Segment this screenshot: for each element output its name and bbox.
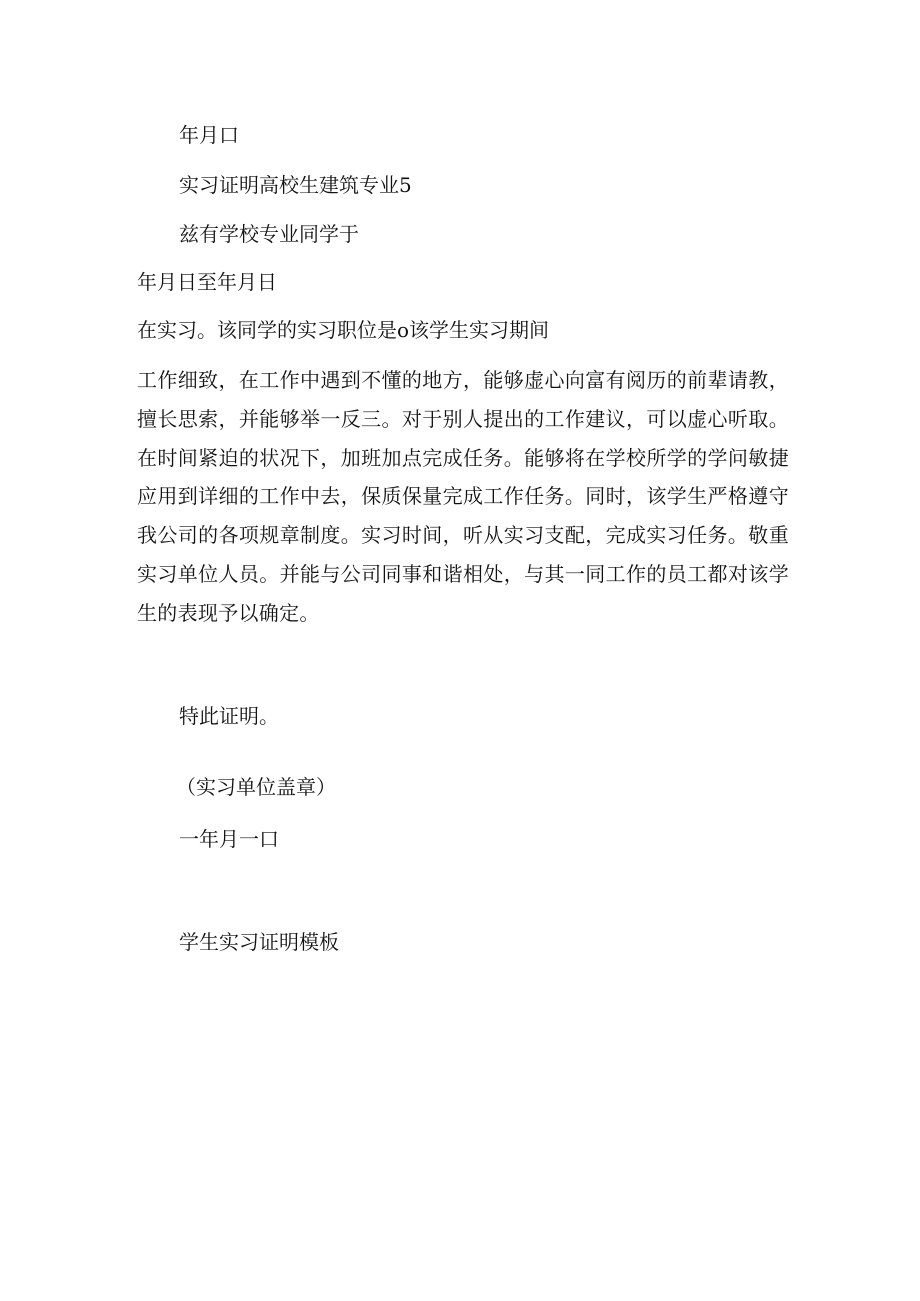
date-top: 年月口 — [179, 123, 239, 147]
seal-note: （实习单位盖章） — [176, 775, 336, 799]
body-paragraph: 工作细致，在工作中遇到不懂的地方，能够虚心向富有阅历的前辈请教，擅长思索，并能够举一反三。对于别人提出的工作建议，可以虚心听取。在时间紧迫的状况下，加班加点完成任务。能够将在学校所学的学问敏捷应用到详细的工作中去，保质保量完成工作任务。同时，该学生严格遵守我公司的各项规章制度。实习时间，听从实习支配，完成实习任务。敬重实习单位人员。并能与公司同事和谐相处，与其一同工作的员工都对该学生的表现予以确定。 — [137, 368, 789, 625]
intro-line: 兹有学校专业同学于 — [179, 222, 359, 246]
position-line: 在实习。该同学的实习职位是o该学生实习期间 — [137, 318, 550, 342]
closing-statement: 特此证明。 — [179, 704, 279, 728]
date-bottom: 一年月一口 — [179, 827, 279, 851]
document-heading: 实习证明高校生建筑专业5 — [179, 173, 412, 197]
dates-line: 年月日至年月日 — [137, 270, 277, 294]
template-title: 学生实习证明模板 — [179, 930, 339, 954]
